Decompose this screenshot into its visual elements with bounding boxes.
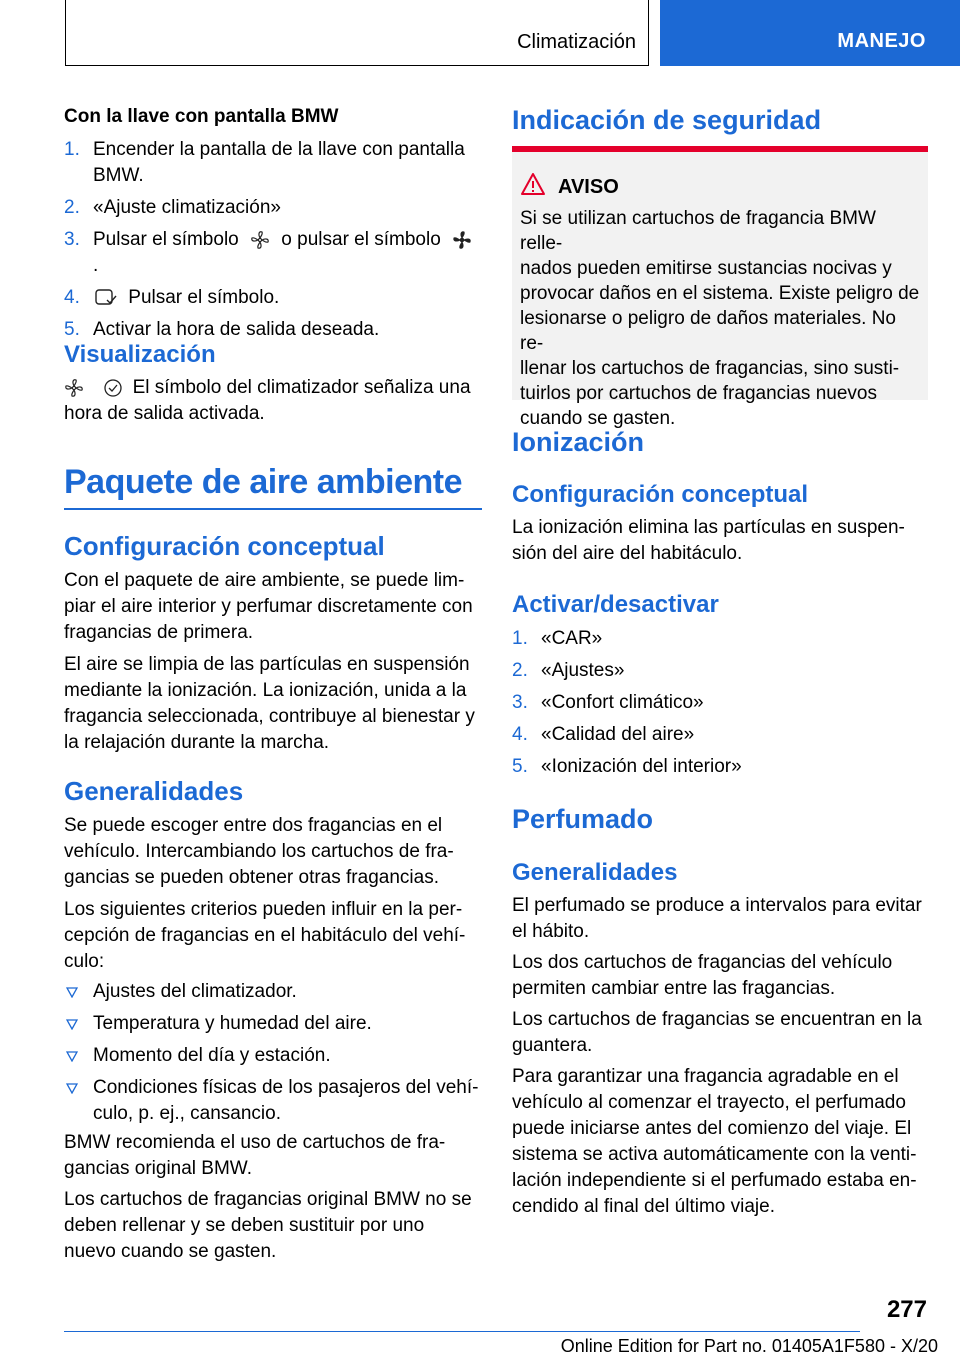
header-section-title: Climatización <box>517 31 636 53</box>
list-text: «Confort climático» <box>541 692 704 713</box>
general-paragraph-3 <box>64 1130 482 1182</box>
display-line <box>64 375 482 401</box>
concept-paragraph-1 <box>64 568 482 646</box>
text-line: llenar los cartuchos de fragancias, sino susti- <box>520 358 900 379</box>
list-number: 2. <box>512 660 528 681</box>
warning-title-text: AVISO <box>558 176 619 198</box>
bullet-triangle-icon <box>66 1051 78 1062</box>
title-rule <box>64 508 482 510</box>
list-text: «CAR» <box>541 628 603 649</box>
text-line: puede iniciarse antes del comienzo del viaje. El <box>512 1118 912 1139</box>
pack-title: Paquete de aire ambiente <box>64 463 463 501</box>
warning-box <box>512 146 928 429</box>
page-number: 277 <box>886 1296 927 1323</box>
list-number: 4. <box>64 287 80 308</box>
text-line: lesionarse o peligro de daños materiales. No re- <box>520 308 896 354</box>
text-line: tuirlos por cartuchos de fragancias nuevos <box>520 383 877 404</box>
list-text: «Calidad del aire» <box>541 724 695 745</box>
list-item <box>64 1075 482 1127</box>
list-item <box>64 137 482 189</box>
text-line: vehículo. Intercambiando los cartuchos de fra- <box>64 841 454 862</box>
text-line: la relajación durante la marcha. <box>64 732 330 753</box>
bullet-triangle-icon <box>66 1083 78 1094</box>
warning-triangle-icon <box>520 172 546 196</box>
text-line: nados pueden emitirse sustancias nocivas y <box>520 258 892 279</box>
bullet-triangle-icon <box>66 987 78 998</box>
list-number: 2. <box>64 197 80 218</box>
text-line: El aire se limpia de las partículas en suspensión <box>64 654 470 675</box>
list-number: 1. <box>64 139 80 160</box>
display-paragraph <box>64 375 482 427</box>
activate-heading: Activar/desactivar <box>512 591 719 618</box>
ion-concept-heading: Configuración conceptual <box>512 481 809 508</box>
text-line: Si se utilizan cartuchos de fragancia BMW relle- <box>520 208 876 254</box>
menu-path-item <box>512 754 928 780</box>
bullet-triangle-icon <box>66 1019 78 1030</box>
list-text: Condiciones físicas de los pasajeros del vehí- <box>93 1077 479 1098</box>
list-item <box>64 979 482 1005</box>
text-line: culo: <box>64 951 105 972</box>
list-text: Encender la pantalla de la llave con pantalla <box>93 139 465 160</box>
text-line: lación independiente si el perfumado estaba en- <box>512 1170 917 1191</box>
menu-path-item <box>512 722 928 748</box>
list-number: 5. <box>512 756 528 777</box>
text-line: el hábito. <box>512 921 590 942</box>
list-number: 3. <box>512 692 528 713</box>
display-text: El símbolo del climatizador señaliza una <box>132 377 471 398</box>
list-text: Momento del día y estación. <box>93 1045 331 1066</box>
list-number: 1. <box>512 628 528 649</box>
list-text: «Ajustes» <box>541 660 625 681</box>
key-heading: Con la llave con pantalla BMW <box>64 106 339 127</box>
menu-path-item <box>512 658 928 684</box>
text-line: Los siguientes criterios pueden influir en la per- <box>64 899 463 920</box>
perfume-heading: Perfumado <box>512 804 654 834</box>
ion-heading: Ionización <box>512 427 645 457</box>
list-text: culo, p. ej., cansancio. <box>93 1103 281 1124</box>
text-line: La ionización elimina las partículas en suspen- <box>512 517 905 538</box>
display-heading: Visualización <box>64 341 216 368</box>
text-line: vehículo al comenzar el trayecto, el perfumado <box>512 1092 906 1113</box>
list-number: 3. <box>64 229 80 250</box>
list-text: «Ajuste climatización» <box>93 197 281 218</box>
list-text: BMW. <box>93 165 144 186</box>
header-chapter-label: MANEJO <box>837 30 926 52</box>
general-paragraph-4 <box>64 1187 482 1265</box>
list-text: Temperatura y humedad del aire. <box>93 1013 372 1034</box>
text-line: Los cartuchos de fragancias original BMW no se <box>64 1189 472 1210</box>
text-line: nuevo cuando se gasten. <box>64 1241 277 1262</box>
text-line: Los cartuchos de fragancias se encuentran en la <box>512 1009 922 1030</box>
list-text: «Ionización del interior» <box>541 756 742 777</box>
list-number: 5. <box>64 319 80 340</box>
text-line: cendido al final del último viaje. <box>512 1196 775 1217</box>
text-line: El perfumado se produce a intervalos para evitar <box>512 895 922 916</box>
general-paragraph-2 <box>64 897 482 975</box>
list-item <box>64 1011 482 1037</box>
criteria-list <box>64 979 482 1127</box>
edition-note: Online Edition for Part no. 01405A1F580 - X/20 <box>560 1336 938 1356</box>
text-line: Los dos cartuchos de fragancias del vehículo <box>512 952 893 973</box>
text-line: Se puede escoger entre dos fragancias en el <box>64 815 443 836</box>
text-line: deben rellenar y se deben sustituir por uno <box>64 1215 425 1236</box>
text-line: Con el paquete de aire ambiente, se puede lim- <box>64 570 465 591</box>
list-text: . <box>93 255 99 276</box>
list-text: Ajustes del climatizador. <box>93 981 297 1002</box>
list-text: Pulsar el símbolo <box>93 229 239 250</box>
text-line: cepción de fragancias en el habitáculo del vehí- <box>64 925 466 946</box>
text-line: BMW recomienda el uso de cartuchos de fra- <box>64 1132 446 1153</box>
header-chapter-tab <box>660 0 960 66</box>
general-paragraph-1 <box>64 813 482 891</box>
text-line: permiten cambiar entre las fragancias. <box>512 978 836 999</box>
text-line: cuando se gasten. <box>520 408 676 429</box>
concept-heading: Configuración conceptual <box>64 531 385 561</box>
list-item <box>64 227 482 279</box>
footer-rule <box>64 1331 860 1332</box>
text-line: provocar daños en el sistema. Existe peligro de <box>520 283 920 304</box>
text-line: sistema se activa automáticamente con la venti- <box>512 1144 917 1165</box>
text-line: fragancias de primera. <box>64 622 254 643</box>
display-text: hora de salida activada. <box>64 403 265 424</box>
text-line: gancias se pueden obtener otras fragancias. <box>64 867 439 888</box>
fan-icon <box>64 378 84 398</box>
warning-text <box>520 206 920 431</box>
text-line: Para garantizar una fragancia agradable en el <box>512 1066 899 1087</box>
text-line: mediante la ionización. La ionización, unida a la <box>64 680 467 701</box>
fan-icon <box>250 230 270 250</box>
perfume-paragraph-3 <box>512 1007 928 1059</box>
confirm-icon <box>93 288 117 308</box>
perfume-paragraph-1 <box>512 893 928 945</box>
activate-steps-list <box>512 626 928 780</box>
text-line: fragancia seleccionada, contribuye al bienestar y <box>64 706 475 727</box>
text-line: gancias original BMW. <box>64 1158 252 1179</box>
list-item <box>64 1043 482 1069</box>
text-line: guantera. <box>512 1035 593 1056</box>
clock-icon <box>103 378 123 398</box>
perfume-paragraph-2 <box>512 950 928 1002</box>
safety-heading: Indicación de seguridad <box>512 105 822 135</box>
fan-filled-icon <box>452 230 472 250</box>
perfume-paragraph-4 <box>512 1064 928 1220</box>
general-heading: Generalidades <box>64 776 244 806</box>
list-number: 4. <box>512 724 528 745</box>
key-steps-list <box>64 137 482 343</box>
perfume-general-heading: Generalidades <box>512 859 678 886</box>
list-text: Pulsar el símbolo. <box>128 287 280 308</box>
header-section-box <box>65 0 649 66</box>
text-line: sión del aire del habitáculo. <box>512 543 743 564</box>
menu-path-item <box>512 690 928 716</box>
concept-paragraph-2 <box>64 652 482 756</box>
text-line: piar el aire interior y perfumar discretamente con <box>64 596 473 617</box>
list-text: Activar la hora de salida deseada. <box>93 319 380 340</box>
warning-title <box>558 174 920 200</box>
ion-concept-paragraph <box>512 515 928 567</box>
list-text: o pulsar el símbolo <box>281 229 441 250</box>
list-item <box>64 195 482 221</box>
list-item <box>64 285 482 311</box>
menu-path-item <box>512 626 928 652</box>
